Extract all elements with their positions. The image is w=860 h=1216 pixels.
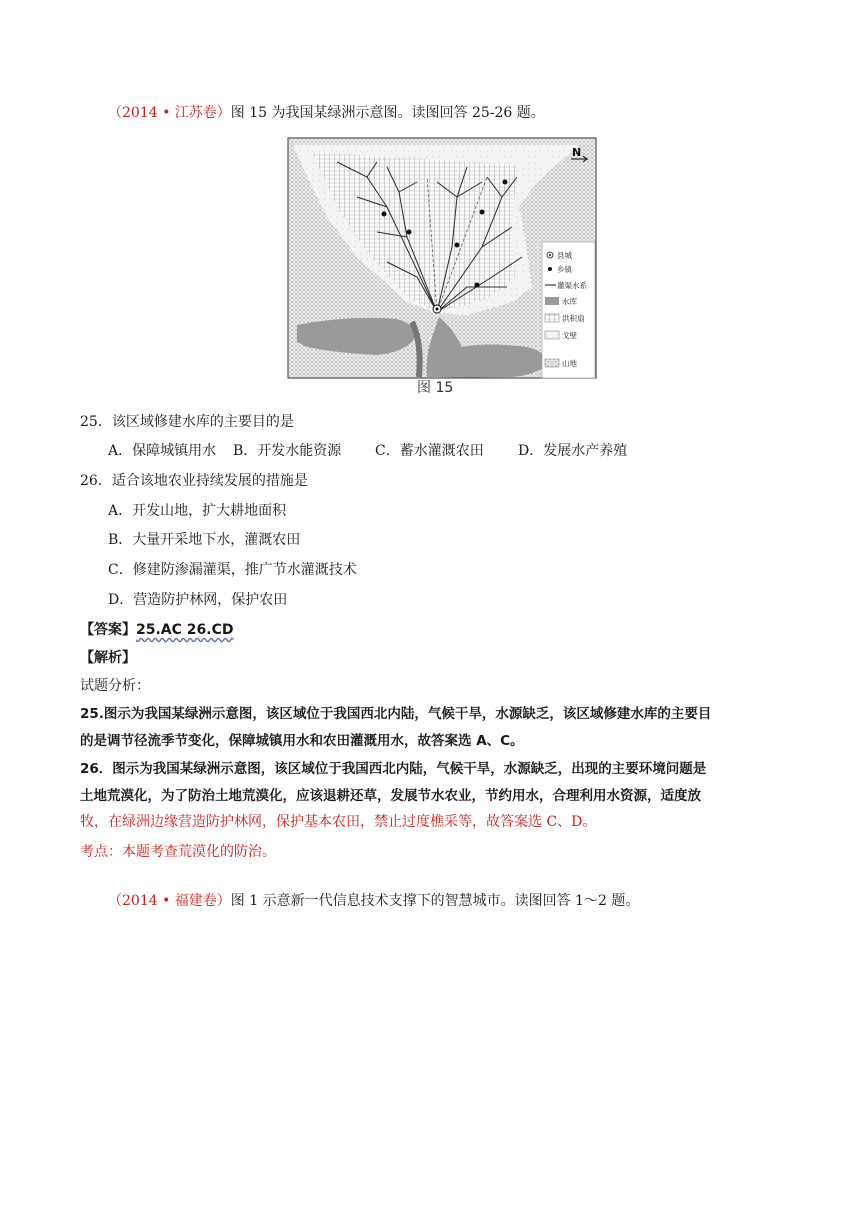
q25-stem: 25．该区域修建水库的主要目的是 xyxy=(80,414,294,430)
intro-fujian xyxy=(108,891,639,911)
analysis-25-line2: 的是调节径流季节变化，保障城镇用水和农田灌溉用水，故答案选 A、C。 xyxy=(80,733,524,749)
exam-point: 考点：本题考查荒漠化的防治。 xyxy=(80,844,276,860)
figure-caption: 图 15 xyxy=(417,380,454,395)
q25-option-a: A．保障城镇用水 xyxy=(108,443,217,459)
q26-option-d: D．营造防护林网，保护农田 xyxy=(108,592,288,608)
q26-option-a: A．开发山地，扩大耕地面积 xyxy=(108,503,287,519)
legend-county: 县城 xyxy=(557,251,572,260)
analysis-intro: 试题分析： xyxy=(80,678,150,694)
q25-option-c: C．蓄水灌溉农田 xyxy=(375,443,484,459)
answer-label: 【答案】 xyxy=(80,622,136,638)
legend-canal: 灌渠水系 xyxy=(557,281,587,290)
legend-reservoir: 水库 xyxy=(562,297,577,306)
answer-value: 25.AC 26.CD xyxy=(136,622,234,638)
q25-options xyxy=(108,441,627,461)
analysis-25-line1: 25.图示为我国某绿洲示意图，该区域位于我国西北内陆，气候干旱，水源缺乏，该区域修建水库的主要目 xyxy=(80,706,712,722)
legend-gobi: 戈壁 xyxy=(562,331,577,340)
analysis-26-line2: 土地荒漠化，为了防治土地荒漠化，应该退耕还草，发展节水农业，节约用水，合理利用水资源，适度放 xyxy=(80,788,701,804)
q26-stem: 26．适合该地农业持续发展的措施是 xyxy=(80,473,308,489)
legend-mountain: 山地 xyxy=(562,359,577,368)
analysis-26-line3: 牧，在绿洲边缘营造防护林网，保护基本农田，禁止过度樵采等，故答案选 C、D。 xyxy=(80,814,597,830)
source-tag: （2014 • 江苏卷） xyxy=(108,105,231,121)
analysis-label: 【解析】 xyxy=(80,650,136,666)
legend-town: 乡镇 xyxy=(557,265,572,274)
analysis-26-line1: 26．图示为我国某绿洲示意图，该区域位于我国西北内陆，气候干旱，水源缺乏，出现的主要环境问题是 xyxy=(80,761,707,777)
intro-jiangsu xyxy=(108,103,545,123)
q26-option-c: C．修建防渗漏灌渠，推广节水灌溉技术 xyxy=(108,562,357,578)
legend-fan: 洪积扇 xyxy=(562,314,585,323)
q25-option-d: D．发展水产养殖 xyxy=(518,443,628,459)
answer-line xyxy=(80,620,233,640)
q26-option-b: B．大量开采地下水，灌溉农田 xyxy=(108,532,301,548)
source-tag-fujian: （2014 • 福建卷） xyxy=(108,893,231,909)
map-legend xyxy=(542,242,595,378)
intro-text-fujian: 图 1 示意新一代信息技术支撑下的智慧城市。读图回答 1～2 题。 xyxy=(230,893,640,909)
intro-text: 图 15 为我国某绿洲示意图。读图回答 25-26 题。 xyxy=(230,105,545,121)
q25-option-b: B．开发水能资源 xyxy=(233,443,342,459)
north-arrow-label: N xyxy=(572,146,582,159)
oasis-map-figure xyxy=(287,137,597,395)
